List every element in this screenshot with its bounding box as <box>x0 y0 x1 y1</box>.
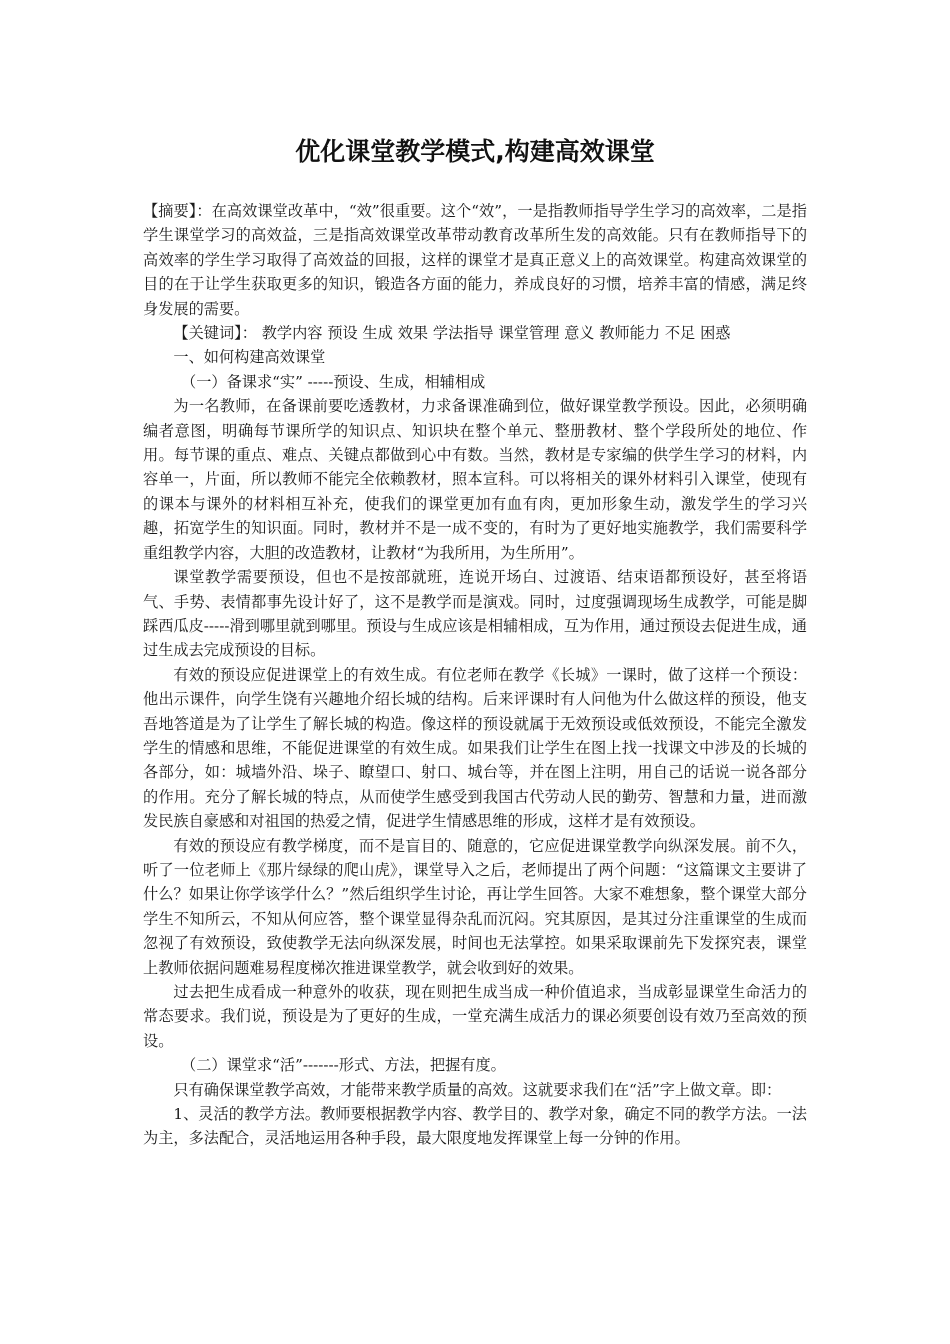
document-body <box>143 199 807 1151</box>
body-paragraph: 有效的预设应有教学梯度，而不是盲目的、随意的，它应促进课堂教学向纵深发展。前不久，听了一位老师上《那片绿绿的爬山虎》，课堂导入之后，老师提出了两个问题：“这篇课文主要讲了什么？如果让你学该学什么？”然后组织学生讨论，再让学生回答。大家不难想象，整个课堂大部分学生不知所云，不知从何应答，整个课堂显得杂乱而沉闷。究其原因，是其过分注重课堂的生成而忽视了有效预设，致使教学无法向纵深发展，时间也无法掌控。如果采取课前先下发探究表，课堂上教师依据问题难易程度梯次推进课堂教学，就会收到好的效果。 <box>143 836 807 977</box>
abstract-paragraph: 【摘要】：在高效课堂改革中，“效”很重要。这个“效”，一是指教师指导学生学习的高效率，二是指学生课堂学习的高效益，三是指高效课堂改革带动教育改革所生发的高效能。只有在教师指导下的高效率的学生学习取得了高效益的回报，这样的课堂才是真正意义上的高效课堂。构建高效课堂的目的在于让学生获取更多的知识，锻造各方面的能力，养成良好的习惯，培养丰富的情感，满足终身发展的需要。 <box>143 202 807 318</box>
body-paragraph: 过去把生成看成一种意外的收获，现在则把生成当成一种价值追求，当成彰显课堂生命活力的常态要求。我们说，预设是为了更好的生成，一堂充满生成活力的课必须要创设有效乃至高效的预设。 <box>143 983 807 1050</box>
body-paragraph: 只有确保课堂教学高效，才能带来教学质量的高效。这就要求我们在“活”字上做文章。即： <box>173 1080 782 1099</box>
body-paragraph: 为一名教师，在备课前要吃透教材，力求备课准确到位，做好课堂教学预设。因此，必须明确编者意图，明确每节课所学的知识点、知识块在整个单元、整册教材、整个学段所处的地位、作用。每节课的重点、难点、关键点都做到心中有数。当然，教材是专家编的供学生学习的材料，内容单一，片面，所以教师不能完全依赖教材，照本宣科。可以将相关的课外材料引入课堂，使现有的课本与课外的材料相互补充，使我们的课堂更加有血有肉，更加形象生动，激发学生的学习兴趣，拓宽学生的知识面。同时，教材并不是一成不变的，有时为了更好地实施教学，我们需要科学重组教学内容，大胆的改造教材，让教材“为我所用，为生所用”。 <box>143 397 807 562</box>
page-title: 优化课堂教学模式,构建高效课堂 <box>295 137 655 166</box>
keywords-paragraph: 【关键词】： 教学内容 预设 生成 效果 学法指导 课堂管理 意义 教师能力 不足 困惑 <box>173 324 731 343</box>
body-paragraph: 课堂教学需要预设，但也不是按部就班，连说开场白、过渡语、结束语都预设好，甚至将语气、手势、表情都事先设计好了，这不是教学而是演戏。同时，过度强调现场生成教学，可能是脚踩西瓜皮-----滑到哪里就到哪里。预设与生成应该是相辅相成，互为作用，通过预设去促进生成，通过生成去完成预设的目标。 <box>143 568 807 660</box>
subsection-heading-2: （二）课堂求“活”-------形式、方法，把握有度。 <box>181 1056 506 1075</box>
body-paragraph: 1、灵活的教学方法。教师要根据教学内容、教学目的、教学对象，确定不同的教学方法。一法为主，多法配合，灵活地运用各种手段，最大限度地发挥课堂上每一分钟的作用。 <box>143 1105 807 1148</box>
section-heading-1: 一、如何构建高效课堂 <box>173 348 326 367</box>
body-paragraph: 有效的预设应促进课堂上的有效生成。有位老师在教学《长城》一课时，做了这样一个预设：他出示课件，向学生饶有兴趣地介绍长城的结构。后来评课时有人问他为什么做这样的预设，他支吾地答道是为了让学生了解长城的构造。像这样的预设就属于无效预设或低效预设，不能完全激发学生的情感和思维，不能促进课堂的有效生成。如果我们让学生在图上找一找课文中涉及的长城的各部分，如：城墙外沿、垛子、瞭望口、射口、城台等，并在图上注明，用自己的话说一说各部分的作用。充分了解长城的特点，从而使学生感受到我国古代劳动人民的勤劳、智慧和力量，进而激发民族自豪感和对祖国的热爱之情，促进学生情感思维的形成，这样才是有效预设。 <box>143 665 807 831</box>
subsection-heading-1: （一）备课求“实” -----预设、生成，相辅相成 <box>181 372 486 391</box>
